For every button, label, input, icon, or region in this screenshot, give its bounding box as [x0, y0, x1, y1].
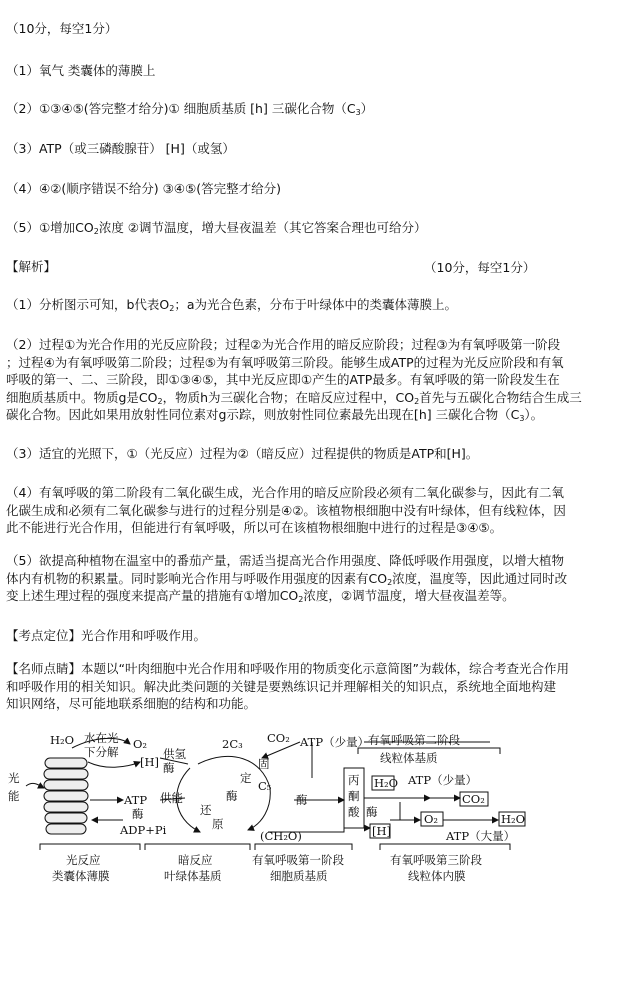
diagram-h2o-out: H₂O — [501, 812, 526, 826]
answer-header: （10分，每空1分） — [6, 21, 118, 36]
diagram-enzyme-right: 酶 — [366, 805, 378, 819]
diagram-h2o: H₂O — [50, 733, 75, 747]
label-thylakoid: 类囊体薄膜 — [52, 869, 110, 883]
diagram-supply-h-2: 酶 — [163, 761, 175, 775]
answer-2: （2）①③④⑤(答完整才给分)① 细胞质基质 [h] 三碳化合物$(C_3)$ — [6, 101, 374, 117]
diagram-atp-enzyme: 酶 — [132, 807, 144, 821]
diagram-enzyme-mid: 酶 — [226, 789, 238, 803]
diagram-water-split-2: 下分解 — [84, 745, 119, 759]
analysis-p2: （2）过程①为光合作用的光反应阶段；过程②为光合作用的暗反应阶段；过程③为有氧呼吸第一阶段 ；过程④为有氧呼吸第二阶段；过程⑤为有氧呼吸第三阶段。能够生成ATP的过程为光反应阶段和有氧 呼吸的第一、二、三阶段，即①③④⑤，其中光反应即①产生的ATP最多。有氧呼吸的第一阶段发生在 细胞质基质中。物质g是$CO_2$，物质h为三碳化合物；在暗反应过程中，$CO_2$首先与五碳化合物结合生成三 碳化合物。因此如果用放射性同位素对g示踪，则放射性同位素最先出现在[h] 三碳化合物$(C_3)$。 — [6, 337, 582, 423]
diagram-c3: 2C₃ — [222, 737, 243, 751]
dianjing: 【名师点睛】本题以“叶肉细胞中光合作用和呼吸作用的物质变化示意简图”为载体，综合考查光合作用 和呼吸作用的相关知识。解决此类问题的关键是要熟练识记并理解相关的知识点，系统地全面地构建 知识网络，尽可能地联系细胞的结构和功能。 — [6, 661, 569, 711]
analysis-title: 【解析】 — [6, 259, 57, 274]
answer-5: （5）①增加$CO_2$浓度 ②调节温度，增大昼夜温差（其它答案合理也可给分） — [6, 220, 427, 236]
label-stroma: 叶绿体基质 — [164, 869, 222, 883]
diagram-pyruvate-3: 酸 — [348, 805, 360, 819]
diagram-adp: ADP+Pi — [120, 823, 167, 837]
diagram-h: [H] — [140, 755, 160, 769]
label-stage1: 有氧呼吸第一阶段 — [252, 853, 344, 867]
diagram-atp-big: ATP（大量） — [446, 829, 516, 843]
answer-1: （1）氧气 类囊体的薄膜上 — [6, 63, 156, 78]
diagram-enzyme-left: 酶 — [296, 793, 308, 807]
label-stage3: 有氧呼吸第三阶段 — [390, 853, 482, 867]
analysis-score: （10分，每空1分） — [424, 260, 536, 275]
diagram-atp-small-top: ATP（少量） — [300, 735, 370, 749]
diagram-atp-small-2: ATP（少量） — [408, 773, 478, 787]
diagram-o2: O₂ — [133, 737, 148, 751]
diagram-h2o-box: H₂O — [374, 776, 399, 790]
analysis-p1: （1）分析图示可知，b代表$O_2$；a为光合色素，分布于叶绿体中的类囊体薄膜上。 — [6, 297, 457, 313]
diagram-fix-2: 定 — [240, 771, 252, 785]
diagram-pyruvate-1: 丙 — [348, 773, 360, 787]
diagram-water-split-1: 水在光 — [84, 731, 119, 745]
thylakoid-stack — [44, 758, 88, 834]
label-dark-reaction: 暗反应 — [178, 853, 213, 867]
diagram-atp: ATP — [124, 793, 148, 807]
diagram-light-1: 光 — [8, 771, 20, 785]
label-inner-membrane: 线粒体内膜 — [408, 869, 466, 883]
diagram-reduce-1: 还 — [200, 803, 212, 817]
label-light-reaction: 光反应 — [66, 853, 101, 867]
diagram-stage2: 有氧呼吸第二阶段 — [368, 733, 460, 747]
analysis-p4: （4）有氧呼吸的第二阶段有二氧化碳生成，光合作用的暗反应阶段必须有二氧化碳参与，因此有二氧 化碳生成和必须有二氧化碳参与进行的过程分别是④②。该植物根细胞中没有叶绿体，但有线粒体，因 此不能进行光合作用，但能进行有氧呼吸，所以可在该植物根细胞中进行的过程是③④⑤。 — [6, 485, 566, 535]
diagram-supply-energy: 供能 — [160, 791, 183, 805]
answer-4: （4）④②(顺序错误不给分) ③④⑤(答完整才给分) — [6, 181, 281, 196]
diagram-light-2: 能 — [8, 789, 20, 803]
diagram-matrix: 线粒体基质 — [380, 751, 438, 765]
label-cytoplasm: 细胞质基质 — [270, 869, 328, 883]
diagram-pyruvate-2: 酮 — [348, 789, 360, 803]
diagram-reduce-2: 原 — [212, 817, 224, 831]
diagram-supply-h-1: 供氢 — [163, 747, 186, 761]
diagram-co2-box: CO₂ — [462, 792, 485, 806]
diagram-h-box: [H] — [372, 824, 392, 838]
answer-3: （3）ATP（或三磷酸腺苷） [H]（或氢） — [6, 141, 235, 156]
analysis-p3: （3）适宜的光照下，①（光反应）过程为②（暗反应）过程提供的物质是ATP和[H]。 — [6, 446, 479, 461]
diagram-co2: CO₂ — [267, 731, 290, 745]
kaodian: 【考点定位】光合作用和呼吸作用。 — [6, 628, 207, 643]
photosynthesis-respiration-diagram — [0, 728, 630, 990]
diagram-fix-1: 固 — [258, 757, 270, 771]
diagram-o2-box: O₂ — [424, 812, 439, 826]
diagram-ch2o: (CH₂O) — [260, 829, 302, 843]
diagram-c5: C₅ — [258, 779, 272, 793]
analysis-p5: （5）欲提高种植物在温室中的番茄产量，需适当提高光合作用强度、降低呼吸作用强度，以增大植物 体内有机物的积累量。同时影响光合作用与呼吸作用强度的因素有$CO_2$浓度，温度等，因此通过同时改 变上述生理过程的强度来提高产量的措施有①增加$CO_2$浓度，②调节温度，增大昼夜温差等。 — [6, 553, 568, 604]
